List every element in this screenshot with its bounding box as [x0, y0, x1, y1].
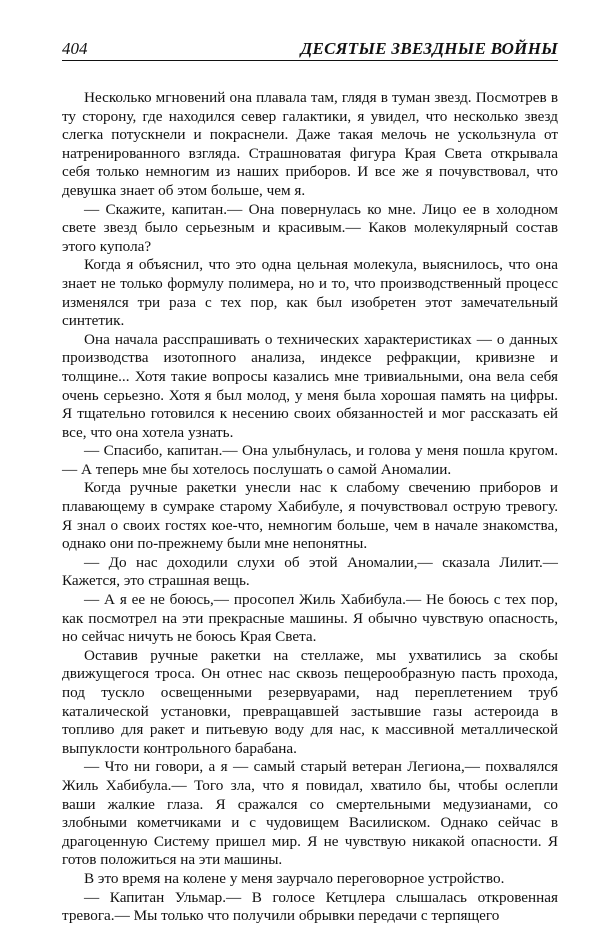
paragraph: — Спасибо, капитан.— Она улыбнулась, и голова у меня пошла кругом.— А теперь мне бы хотелось послушать о самой Аномалии. — [62, 442, 558, 478]
paragraph: Оставив ручные ракетки на стеллаже, мы ухватились за скобы движущегося троса. Он отнес нас сквозь пещерообразную пасть прохода, под тускло освещенными резервуарами, над переплетением труб каталической установки, превращавшей застывшие газы астероида в топливо для ракет и питьевую воду для нас, к массивной металлической выпуклости контрольного барабана. — [62, 646, 558, 757]
running-header — [62, 34, 558, 61]
body-text — [62, 89, 558, 926]
page-number: 404 — [62, 39, 88, 58]
paragraph: — А я ее не боюсь,— просопел Жиль Хабибула.— Не боюсь с тех пор, как посмотрел на эти прекрасные машины. Я обычно чувствую опасность, но сейчас ничуть не боюсь Края Света. — [62, 591, 558, 646]
paragraph: — До нас доходили слухи об этой Аномалии,— сказала Лилит.— Кажется, это страшная вещь. — [62, 553, 558, 590]
paragraph: Когда я объяснил, что это одна цельная молекула, выяснилось, что она знает не только формулу полимера, но и то, что производственный процесс изменялся три раза с тех пор, как был изобретен этот замечательный синтетик. — [62, 256, 558, 330]
book-title: ДЕСЯТЫЕ ЗВЕЗДНЫЕ ВОЙНЫ — [300, 39, 558, 58]
paragraph: Она начала расспрашивать о технических характеристиках — о данных производства изотопного анализа, индексе рефракции, кривизне и толщине... Хотя такие вопросы казались мне тривиальными, она вела себя очень серьезно. Хотя я был молод, у меня была хорошая память на цифры. Я тщательно готовился к несению своих обязанностей и мог рассказать ей все, что она хотела узнать. — [62, 330, 558, 441]
paragraph: Несколько мгновений она плавала там, глядя в туман звезд. Посмотрев в ту сторону, где находился север галактики, я увидел, что несколько звезд слегка потускнели и покраснели. Даже такая мелочь не ускользнула от натренированного взгляда. Страшноватая фигура Края Света открывала себя только немногим из наших приборов. И все же я почувствовал, что девушка знает об этом больше, чем я. — [62, 89, 558, 199]
paragraph: Когда ручные ракетки унесли нас к слабому свечению приборов и плавающему в сумраке старому Хабибуле, я почувствовал острую тревогу. Я знал о своих гостях кое-что, немногим больше, чем в начале знакомства, однако они по-прежнему были мне непонятны. — [62, 479, 558, 553]
paragraph: В это время на колене у меня заурчало переговорное устройство. — [84, 869, 505, 887]
paragraph: — Что ни говори, а я — самый старый ветеран Легиона,— похвалялся Жиль Хабибула.— Того зла, что я повидал, хватило бы, чтобы ослепли ваши жалкие глаза. Я сражался со смертельными медузианами, со злобными кометчиками и с чудовищем Василиском. Однако сейчас в драгоценную Систему пришел мир. Я не чувствую никакой опасности. Я готов положиться на эти машины. — [62, 758, 558, 869]
paragraph: — Капитан Ульмар.— В голосе Кетцлера слышалась откровенная тревога.— Мы только что получили обрывки передачи с терпящего — [62, 888, 558, 925]
book-page — [62, 34, 558, 926]
paragraph: — Скажите, капитан.— Она повернулась ко мне. Лицо ее в холодном свете звезд было серьезным и красивым.— Каков молекулярный состав этого купола? — [62, 200, 558, 255]
